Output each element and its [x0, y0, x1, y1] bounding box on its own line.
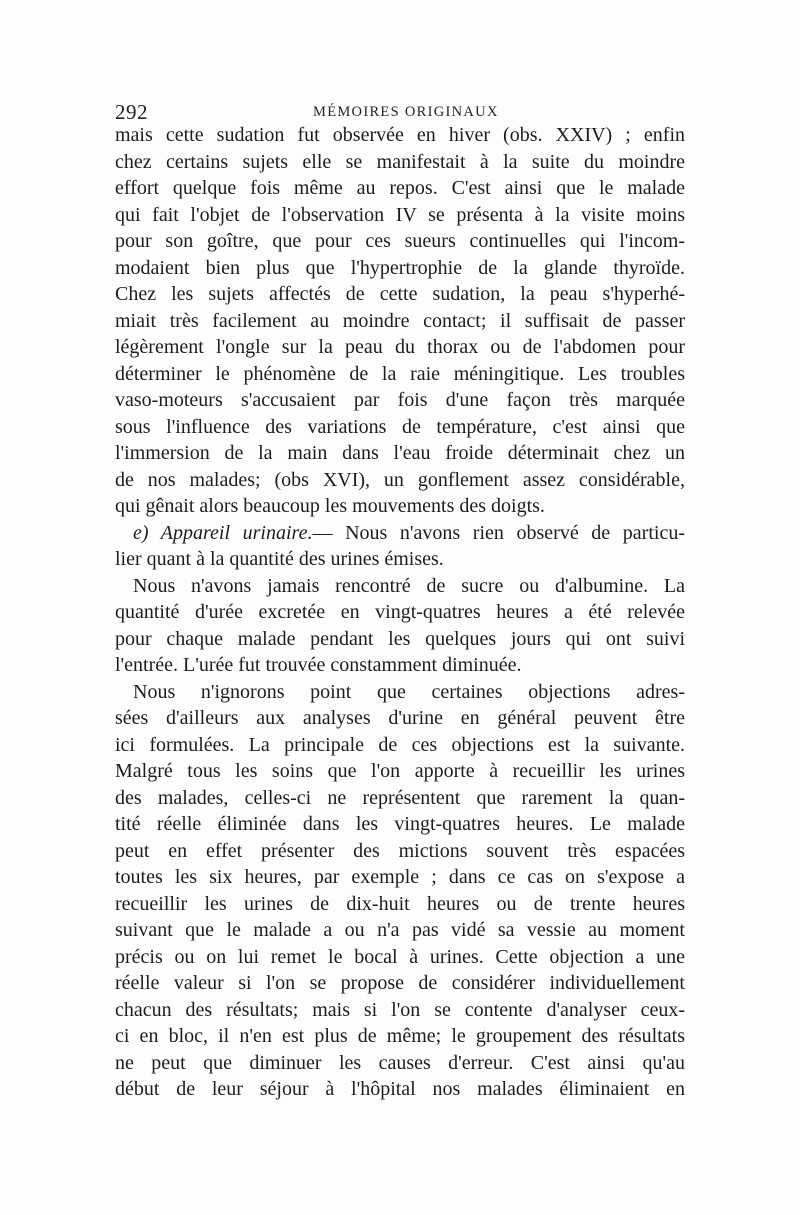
- text-line: l'immersion de la main dans l'eau froide déterminait chez un: [115, 442, 685, 464]
- text-line: miait très facilement au moindre contact; il suffisait de passer: [115, 309, 685, 332]
- text-line: effort quelque fois même au repos. C'est ainsi que le malade: [115, 177, 685, 199]
- text-line: réelle valeur si l'on se propose de considérer individuellement: [115, 972, 685, 994]
- text-line: modaient bien plus que l'hypertrophie de la glande thyroïde.: [115, 256, 685, 279]
- page-number: 292: [115, 100, 148, 124]
- text-line: déterminer le phénomène de la raie méningitique. Les troubles: [115, 362, 685, 385]
- text-line: vaso-moteurs s'accusaient par fois d'une façon très marquée: [115, 389, 685, 411]
- text-line: chez certains sujets elle se manifestait à la suite du moindre: [115, 150, 685, 173]
- text-line: Chez les sujets affectés de cette sudation, la peau s'hyperhé-: [115, 283, 685, 305]
- text-line: ci en bloc, il n'en est plus de même; le groupement des résultats: [115, 1025, 685, 1047]
- text-line: tité réelle éliminée dans les vingt-quatres heures. Le malade: [115, 813, 685, 835]
- text-line: peut en effet présenter des mictions souvent très espacées: [115, 839, 685, 862]
- page-header: [115, 100, 685, 124]
- text-line: sées d'ailleurs aux analyses d'urine en général peuvent être: [115, 707, 685, 729]
- text-line: qui fait l'objet de l'observation IV se présenta à la visite moins: [115, 203, 685, 226]
- text-line: quantité d'urée excretée en vingt-quatres heures a été relevée: [115, 601, 685, 623]
- text-line: qui gênait alors beaucoup les mouvements des doigts.: [115, 495, 545, 517]
- text-line: Malgré tous les soins que l'on apporte à recueillir les urines: [115, 760, 685, 782]
- text-line: recueillir les urines de dix-huit heures ou de trente heures: [115, 892, 685, 915]
- running-head: MÉMOIRES ORIGINAUX: [313, 104, 499, 120]
- text-line: Nous n'ignorons point que certaines objections adres-: [133, 680, 685, 703]
- text-line: toutes les six heures, par exemple ; dans ce cas on s'expose a: [115, 866, 685, 888]
- text-line: suivant que le malade a ou n'a pas vidé sa vessie au moment: [115, 919, 685, 941]
- section-heading-italic: e) Appareil urinaire.: [133, 521, 313, 544]
- text-line: chacun des résultats; mais si l'on se contente d'analyser ceux-: [115, 998, 685, 1021]
- section-line-rest: — Nous n'avons rien observé de particu-: [312, 521, 685, 544]
- text-line: ne peut que diminuer les causes d'erreur. C'est ainsi qu'au: [115, 1051, 685, 1074]
- text-line: de nos malades; (obs XVI), un gonflement assez considérable,: [115, 468, 685, 491]
- section-line-appareil-urinaire: [115, 520, 685, 547]
- text-line: ici formulées. La principale de ces objections est la suivante.: [115, 733, 685, 756]
- text-line: précis ou on lui remet le bocal à urines. Cette objection a une: [115, 945, 685, 968]
- body-text: [115, 122, 685, 1103]
- text-line: sous l'influence des variations de température, c'est ainsi que: [115, 415, 685, 438]
- text-line: des malades, celles-ci ne représentent que rarement la quan-: [115, 786, 685, 809]
- text-line: l'entrée. L'urée fut trouvée constamment diminuée.: [115, 654, 522, 676]
- text-line: pour chaque malade pendant les quelques jours qui ont suivi: [115, 627, 685, 650]
- text-line: pour son goître, que pour ces sueurs continuelles qui l'incom-: [115, 230, 685, 252]
- text-line: Nous n'avons jamais rencontré de sucre ou d'albumine. La: [133, 574, 685, 597]
- text-line: mais cette sudation fut observée en hiver (obs. XXIV) ; enfin: [115, 124, 685, 146]
- text-line: lier quant à la quantité des urines émises.: [115, 548, 444, 570]
- text-line: début de leur séjour à l'hôpital nos malades éliminaient en: [115, 1078, 685, 1100]
- text-line: légèrement l'ongle sur la peau du thorax ou de l'abdomen pour: [115, 336, 685, 358]
